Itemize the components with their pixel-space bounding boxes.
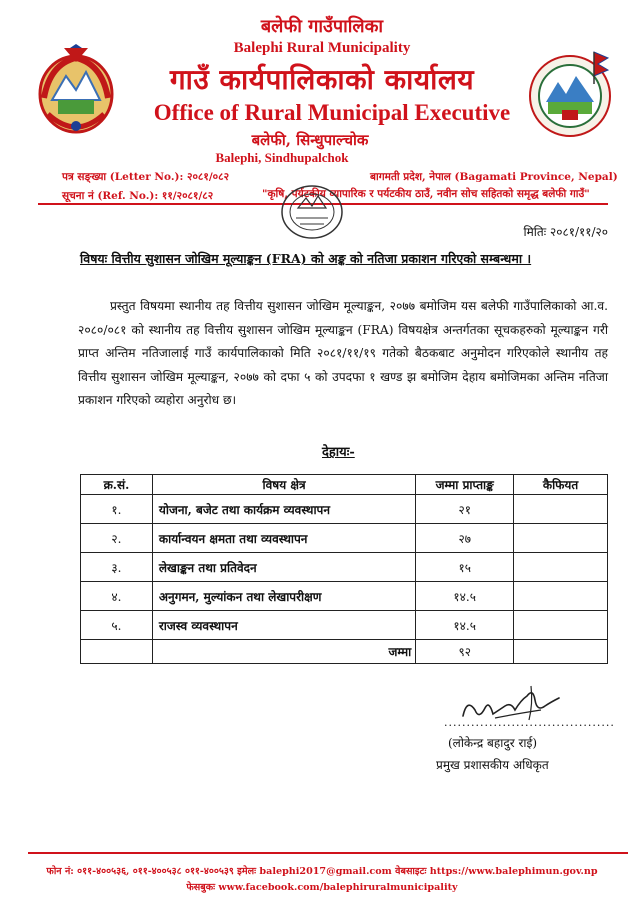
cell-score: १५ — [416, 553, 514, 582]
address-nepali: बलेफी, सिन्धुपाल्चोक — [251, 131, 369, 149]
letter-number-label: पत्र सङ्ख्या (Letter No.): — [62, 171, 184, 183]
table-row — [81, 524, 608, 553]
cell-score: १४.५ — [416, 611, 514, 640]
footer-divider — [28, 852, 628, 854]
table-total-row — [81, 640, 608, 664]
table-row — [81, 582, 608, 611]
letter-number — [62, 170, 229, 184]
table-row — [81, 611, 608, 640]
column-header-area: विषय क्षेत्र — [152, 475, 415, 495]
table-row — [81, 553, 608, 582]
document-subject: विषयः वित्तीय सुशासन जोखिम मूल्याङ्कन (FRA) को अङ्क को नतिजा प्रकाशन गरिएको सम्बन्धमा । — [80, 251, 532, 266]
reference-number-value: ११/२०८१/८२ — [161, 190, 214, 202]
total-label: जम्मा — [152, 640, 415, 664]
address-english: Balephi, Sindhupalchok — [215, 150, 349, 165]
cell-area: योजना, बजेट तथा कार्यक्रम व्यवस्थापन — [152, 495, 415, 524]
cell-area: लेखाङ्कन तथा प्रतिवेदन — [152, 553, 415, 582]
table-row — [81, 495, 608, 524]
table-header-row — [81, 475, 608, 495]
column-header-score: जम्मा प्राप्ताङ्क — [416, 475, 514, 495]
municipality-name-nepali: बलेफी गाउँपालिका — [260, 16, 384, 37]
footer-contact: फोन नं: ०११-४००५३६, ०११-४००५३८ ०११-४००५३९ इमेलः balephi2017@gmail.com वेबसाइटः https://www.balephimun.gov.np — [46, 866, 598, 877]
cell-serial: १. — [81, 495, 153, 524]
footer-facebook: फेसबुकः www.facebook.com/balephiruralmunicipality — [186, 882, 458, 893]
cell-serial: ३. — [81, 553, 153, 582]
column-header-remark: कैफियत — [514, 475, 608, 495]
cell-empty — [81, 640, 153, 664]
cell-remark — [514, 611, 608, 640]
cell-score: २७ — [416, 524, 514, 553]
office-stamp-icon — [276, 178, 348, 242]
cell-serial: ४. — [81, 582, 153, 611]
signer-title: प्रमुख प्रशासकीय अधिकृत — [436, 758, 549, 772]
municipality-name-english: Balephi Rural Municipality — [233, 40, 411, 56]
annex-title: देहायः- — [322, 445, 355, 460]
cell-area: अनुगमन, मुल्यांकन तथा लेखापरीक्षण — [152, 582, 415, 611]
cell-remark — [514, 640, 608, 664]
cell-remark — [514, 582, 608, 611]
cell-serial: २. — [81, 524, 153, 553]
cell-score: २१ — [416, 495, 514, 524]
slogan: "कृषि, पर्यटकीय व्यापारिक र पर्यटकीय ठाउँ, नवीन सोच सहितको समृद्ध बलेफी गाउँ" — [262, 188, 590, 200]
column-header-serial: क्र.सं. — [81, 475, 153, 495]
province-label: बागमती प्रदेश, नेपाल (Bagamati Province, Nepal) — [370, 171, 618, 183]
signer-name: (लोकेन्द्र बहादुर राई) — [448, 736, 538, 750]
office-name-nepali: गाउँ कार्यपालिकाको कार्यालय — [169, 63, 475, 96]
cell-serial: ५. — [81, 611, 153, 640]
fra-result-table — [80, 474, 608, 664]
cell-area: राजस्व व्यवस्थापन — [152, 611, 415, 640]
reference-number — [62, 189, 213, 203]
document-date: मितिः २०८१/११/२० — [523, 225, 608, 239]
cell-area: कार्यान्वयन क्षमता तथा व्यवस्थापन — [152, 524, 415, 553]
cell-remark — [514, 524, 608, 553]
total-value: ९२ — [416, 640, 514, 664]
office-name-english: Office of Rural Municipal Executive — [153, 100, 511, 125]
cell-remark — [514, 553, 608, 582]
signature-line: ...................................... — [444, 716, 615, 729]
cell-remark — [514, 495, 608, 524]
letter-number-value: २०८१/०८२ — [186, 171, 230, 183]
body-paragraph: प्रस्तुत विषयमा स्थानीय तह वित्तीय सुशासन जोखिम मूल्याङ्कन, २०७७ बमोजिम यस बलेफी गाउँपालिकाको आ.व. २०८०/०८१ को स्थानीय तह वित्तीय सुशासन जोखिम मूल्याङ्कन (FRA) विषयक्षेत्र अन्तर्गतका सूचकहरुको मूल्याङ्कन गरी प्राप्त अन्तिम नतिजालाई गाउँ कार्यपालिकाको मिति २०८१/११/१९ गतेको बैठकबाट अनुमोदन गरिएकोले स्थानीय तह वित्तीय सुशासन जोखिम मूल्याङ्कन, २०७७ को दफा ५ को उपदफा १ खण्ड झ बमोजिम देहाय बमोजिमका अन्तिम नतिजा प्रकाशन गरिएको व्यहोरा अनुरोध छ। — [78, 299, 608, 407]
reference-number-label: सूचना नं (Ref. No.): — [62, 190, 159, 202]
cell-score: १४.५ — [416, 582, 514, 611]
